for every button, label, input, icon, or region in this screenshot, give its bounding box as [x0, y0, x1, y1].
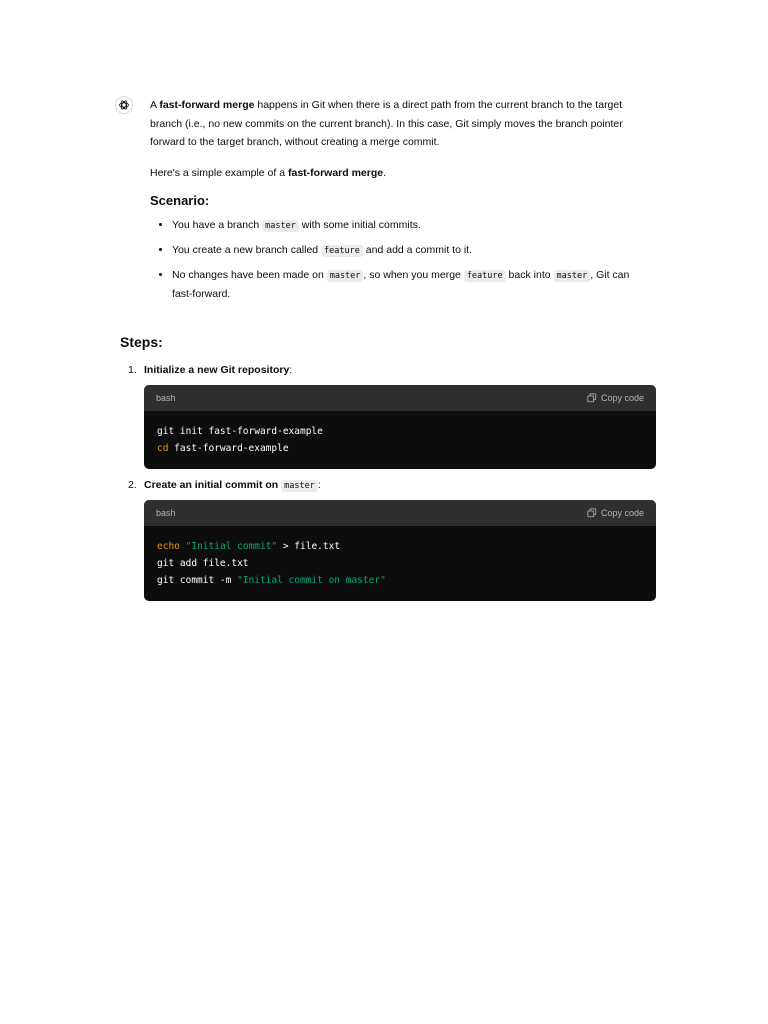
code-block-1: [144, 385, 656, 469]
copy-code-button[interactable]: [587, 393, 644, 403]
string-token: "Initial commit": [185, 541, 278, 552]
list-item: • You have a branch master with some initial commits.: [172, 216, 650, 235]
copy-icon: [587, 393, 597, 403]
code-language: bash: [156, 508, 176, 518]
intro-paragraph: A fast-forward merge happens in Git when there is a direct path from the current branch to the target branch (i.e., no new commits on the current branch). In this case, Git simply moves the branch pointer forward to the target branch, without creating a merge commit.: [150, 99, 623, 148]
bold-term: fast-forward merge: [287, 166, 384, 179]
code-line: echo "Initial commit" > file.txt: [157, 541, 341, 552]
step-item-1: 1. Initialize a new Git repository:: [128, 364, 293, 376]
keyword-token: echo: [157, 541, 180, 552]
code-line: git add file.txt: [157, 558, 249, 569]
inline-code: master: [327, 270, 364, 282]
scenario-heading: Scenario:: [150, 193, 210, 208]
list-item: • You create a new branch called feature and add a commit to it.: [172, 241, 650, 260]
step-title: Initialize a new Git repository: [144, 364, 290, 376]
code-content[interactable]: [144, 411, 656, 469]
keyword-token: cd: [157, 443, 169, 454]
code-line: git commit -m "Initial commit on master": [157, 575, 386, 586]
code-header: [144, 385, 656, 411]
step-number: 1.: [128, 364, 137, 376]
inline-code: master: [281, 480, 318, 492]
copy-code-button[interactable]: [587, 508, 644, 518]
steps-heading: Steps:: [120, 334, 163, 350]
code-line: git init fast-forward-example: [157, 426, 323, 437]
inline-code: feature: [321, 245, 363, 257]
copy-label: Copy code: [600, 508, 644, 518]
code-block-2: [144, 500, 656, 601]
inline-code: feature: [464, 270, 506, 282]
list-item: • No changes have been made on master , so when you merge feature back into master , Git can fast-forward.: [172, 266, 650, 303]
step-title: Create an initial commit on: [144, 479, 279, 491]
example-paragraph: Here's a simple example of a fast-forward merge.: [150, 166, 387, 179]
code-language: bash: [156, 393, 176, 403]
code-content[interactable]: [144, 526, 656, 601]
inline-code: master: [262, 220, 299, 232]
inline-code: master: [554, 270, 591, 282]
bold-term: fast-forward merge: [159, 99, 255, 111]
step-number: 2.: [128, 479, 137, 491]
code-line: cd fast-forward-example: [157, 443, 289, 454]
step-item-2: 2. Create an initial commit on master :: [128, 479, 321, 491]
scenario-list: [150, 216, 650, 303]
openai-logo-icon: [118, 99, 130, 111]
code-header: [144, 500, 656, 526]
string-token: "Initial commit on master": [237, 575, 386, 586]
assistant-message: [150, 96, 650, 309]
copy-icon: [587, 508, 597, 518]
assistant-avatar: [115, 96, 133, 114]
copy-label: Copy code: [600, 393, 644, 403]
